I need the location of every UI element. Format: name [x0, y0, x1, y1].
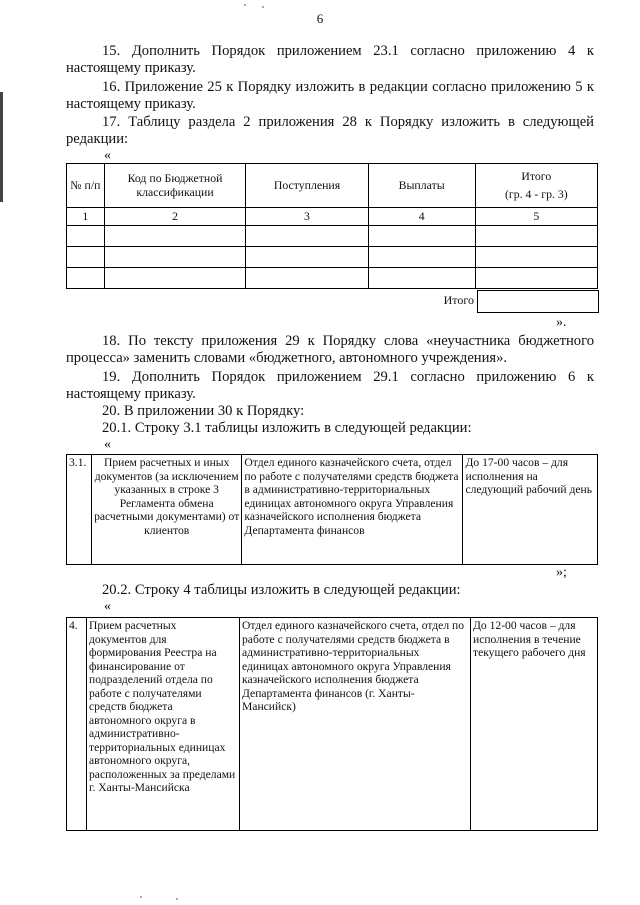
th-total: [475, 164, 597, 208]
col-number: 4: [368, 208, 475, 226]
department-cell: Отдел единого казначейского счета, отдел по работе с получателями средств бюджета в административно-территориальных единицах автономного округа Управления казначейского исполнения бюджета Департамента финансов: [242, 455, 463, 565]
table-row: [67, 226, 598, 247]
table-row: [67, 247, 598, 268]
scan-speck: [140, 896, 142, 898]
scan-speck: [176, 898, 178, 900]
item-19: 19. Дополнить Порядок приложением 29.1 согласно приложению 6 к настоящему приказу.: [66, 369, 594, 402]
th-code: Код по Бюджетной классификации: [104, 164, 246, 208]
table-row: [67, 268, 598, 289]
scan-speck: [262, 6, 264, 8]
deadline-cell: До 12-00 часов – для исполнения в течение текущего рабочего дня: [471, 618, 598, 831]
th-total-label: Итого: [521, 169, 552, 183]
row-4-table: [66, 617, 598, 831]
open-quote: «: [104, 599, 111, 614]
th-num: № п/п: [67, 164, 105, 208]
item-20-2: 20.2. Строку 4 таблицы изложить в следующей редакции:: [102, 582, 461, 598]
th-income: Поступления: [246, 164, 368, 208]
col-number: 1: [67, 208, 105, 226]
section2-table: [66, 163, 598, 289]
item-16: 16. Приложение 25 к Порядку изложить в редакции согласно приложению 5 к настоящему приказу.: [66, 79, 594, 112]
item-15: 15. Дополнить Порядок приложением 23.1 согласно приложению 4 к настоящему приказу.: [66, 43, 594, 76]
close-quote-a: ».: [556, 315, 567, 330]
th-total-formula: (гр. 4 - гр. 3): [504, 186, 568, 201]
close-quote-b: »;: [556, 565, 567, 580]
deadline-cell: До 17-00 часов – для исполнения на следующий рабочий день: [463, 455, 598, 565]
page-number: 6: [316, 11, 324, 26]
reception-cell: Прием расчетных и иных документов (за исключением указанных в строке 3 Регламента обмена расчетными документами) от клиентов: [91, 455, 241, 565]
col-number: 3: [246, 208, 368, 226]
open-quote: «: [104, 437, 111, 452]
row-3-1-table: [66, 454, 598, 565]
total-label: Итого: [443, 293, 474, 307]
total-cell: [477, 290, 599, 313]
scan-speck: [244, 4, 246, 6]
row-number: 3.1.: [67, 455, 92, 565]
col-number: 5: [475, 208, 597, 226]
item-20: 20. В приложении 30 к Порядку:: [102, 403, 305, 419]
item-17: 17. Таблицу раздела 2 приложения 28 к Порядку изложить в следующей редакции:: [66, 114, 594, 147]
item-18: 18. По тексту приложения 29 к Порядку слова «неучастника бюджетного процесса» заменить словами «бюджетного, автономного учреждения».: [66, 333, 594, 366]
reception-cell: Прием расчетных документов для формирования Реестра на финансирование от подразделений отдела по работе с получателями средств бюджета автономного округа в административно-территориальных единицах автономного округа, расположенных за пределами г. Ханты-Мансийска: [87, 618, 240, 831]
department-cell: Отдел единого казначейского счета, отдел по работе с получателями средств бюджета в административно-территориальных единицах автономного округа Управления казначейского исполнения бюджета Департамента финансов (г. Ханты-Мансийск): [240, 618, 471, 831]
open-quote: «: [104, 148, 111, 163]
th-payments: Выплаты: [368, 164, 475, 208]
col-number: 2: [104, 208, 246, 226]
row-number: 4.: [67, 618, 87, 831]
left-margin-mark: [0, 92, 3, 202]
item-20-1: 20.1. Строку 3.1 таблицы изложить в следующей редакции:: [102, 420, 472, 436]
